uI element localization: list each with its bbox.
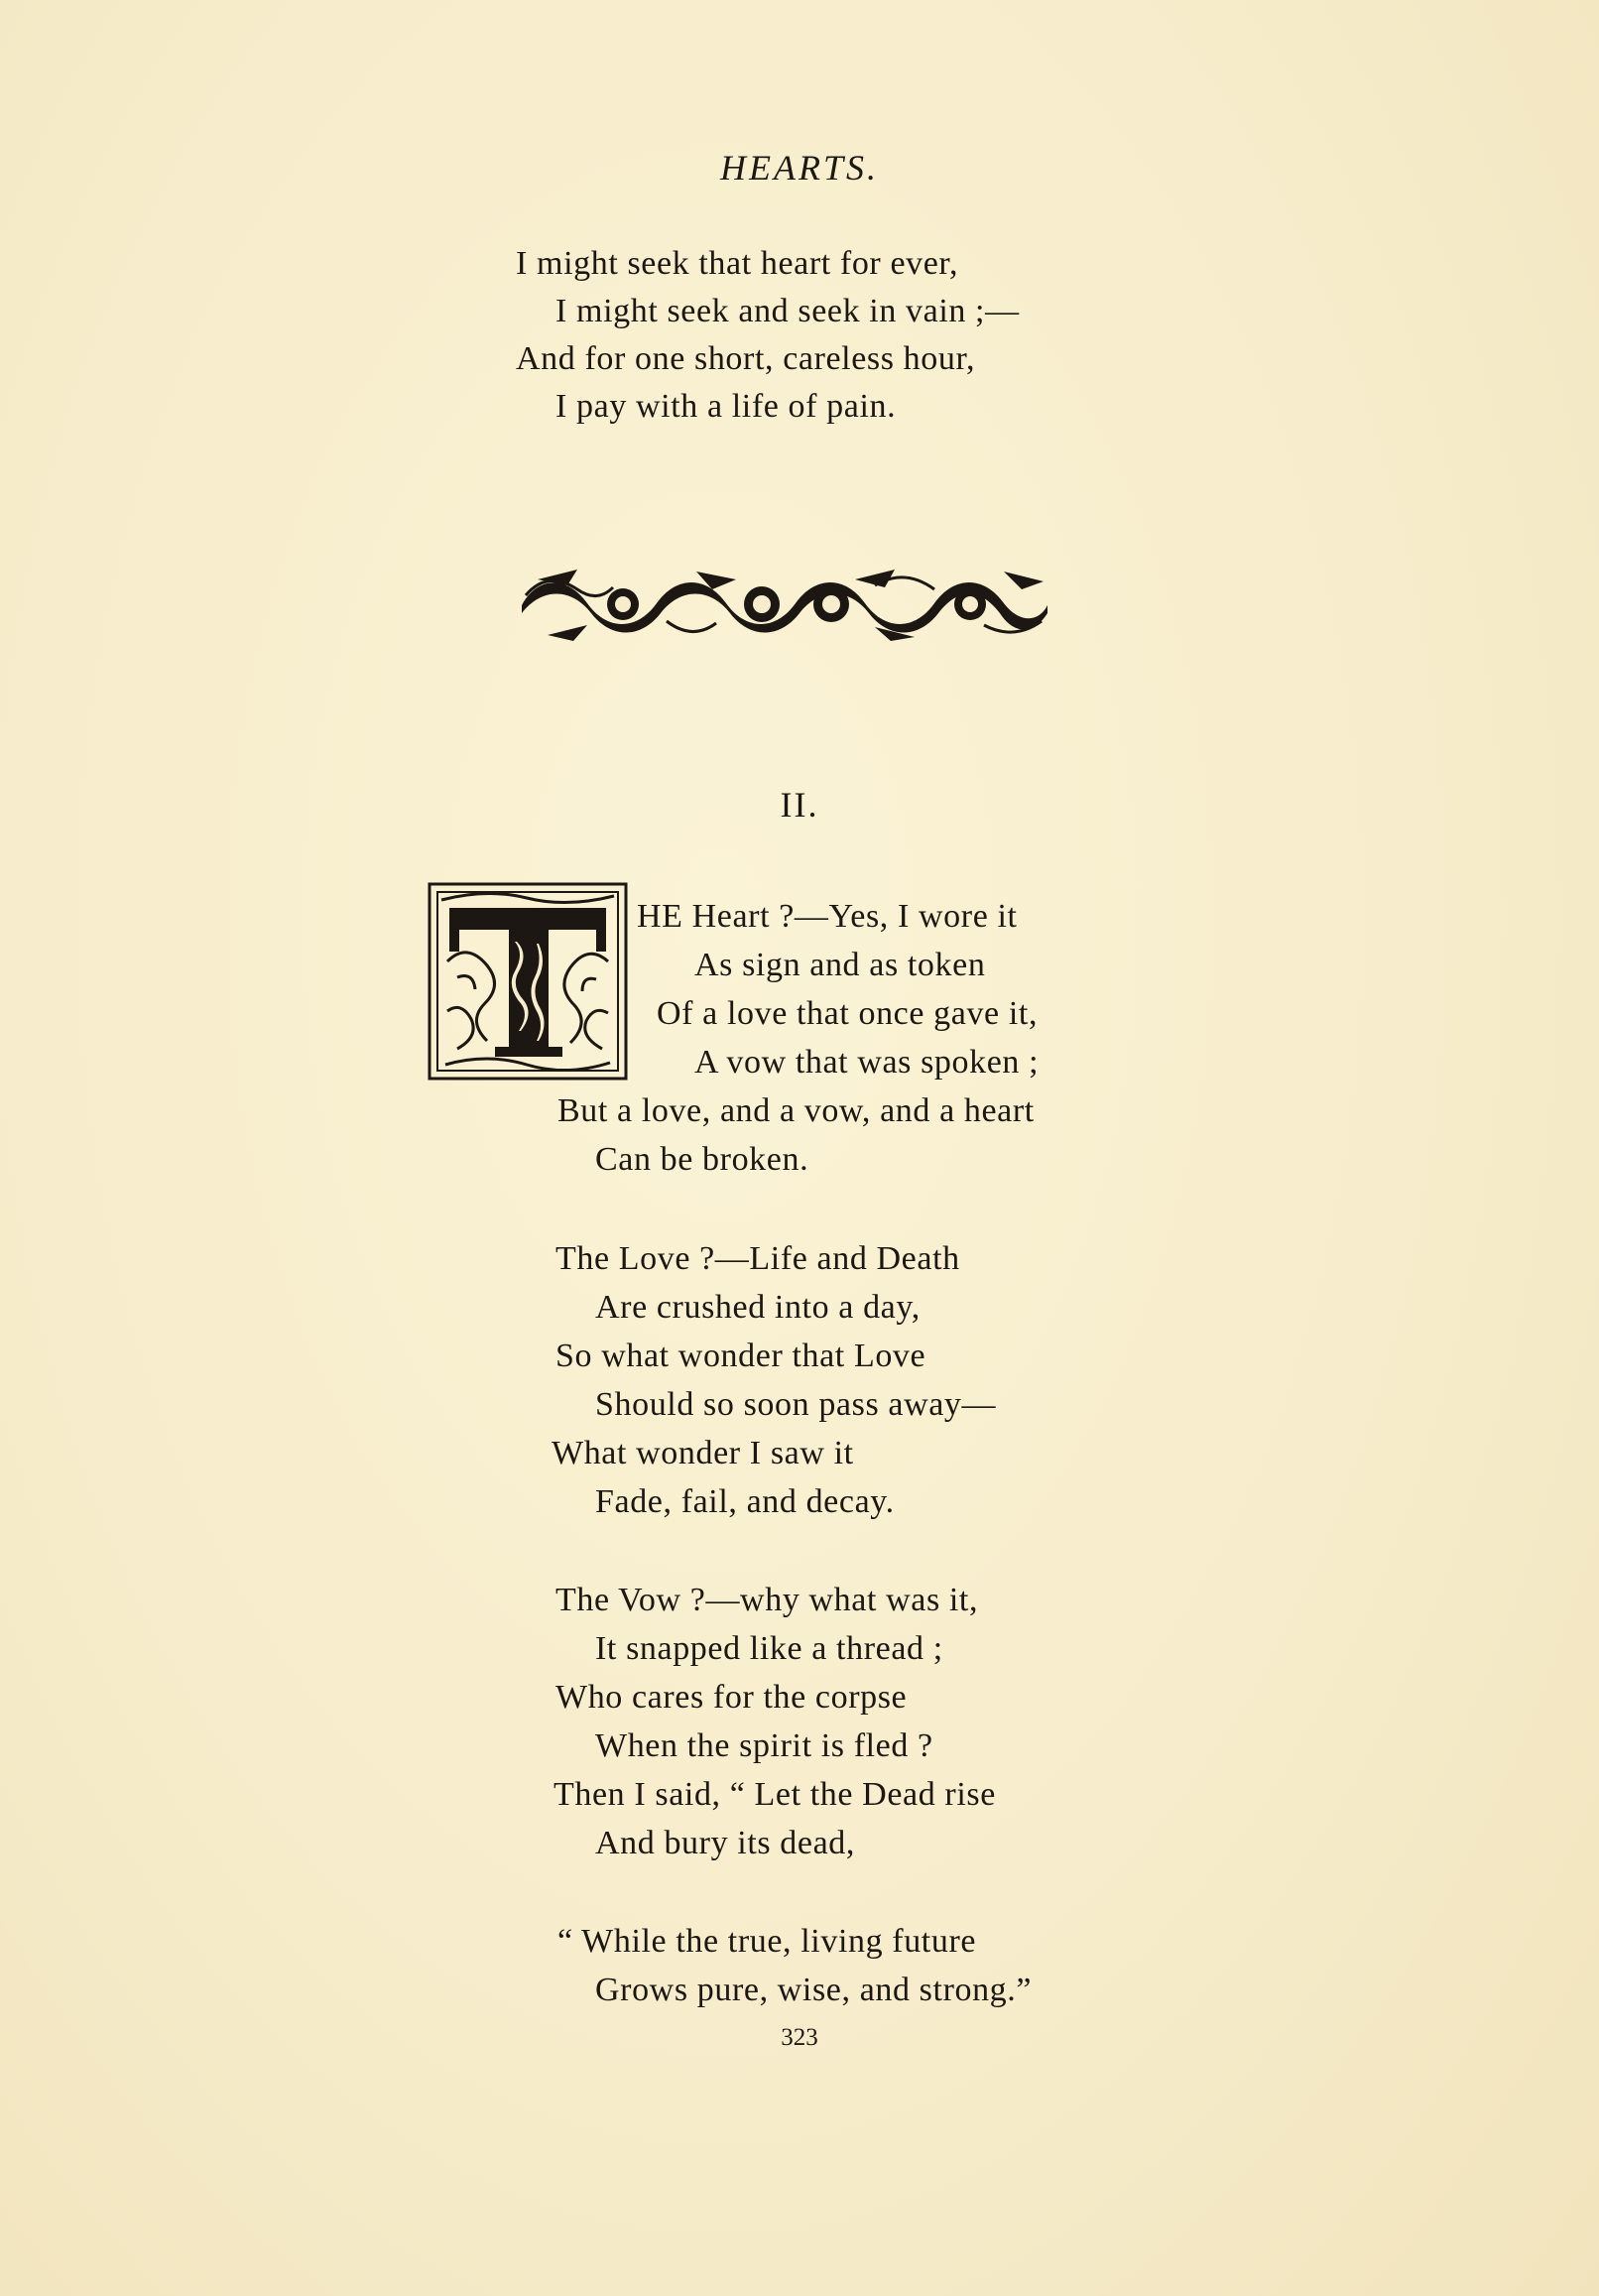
poem-line: Can be broken.: [595, 1141, 809, 1178]
section-number: II.: [780, 785, 819, 825]
poem-line: The Love ?—Life and Death: [555, 1240, 960, 1277]
poem-line: A vow that was spoken ;: [694, 1044, 1040, 1081]
ornament-band: [518, 566, 1051, 643]
poem-line: And bury its dead,: [595, 1825, 855, 1861]
poem-line: Fade, fail, and decay.: [595, 1483, 895, 1520]
poem-line: “ While the true, living future: [557, 1923, 977, 1960]
page-number: 323: [781, 2024, 818, 2051]
poem-line: What wonder I saw it: [552, 1435, 854, 1471]
poem-line: I pay with a life of pain.: [555, 388, 897, 425]
poem-line: When the spirit is fled ?: [595, 1727, 933, 1764]
poem-line: HE Heart ?—Yes, I wore it: [637, 898, 1018, 935]
poem-line: As sign and as token: [694, 947, 986, 983]
poem-line: Then I said, “ Let the Dead rise: [554, 1776, 996, 1813]
drop-cap-initial-t: [428, 882, 628, 1081]
poem-line: Should so soon pass away—: [595, 1386, 997, 1423]
poem-line: It snapped like a thread ;: [595, 1630, 943, 1667]
running-head: HEARTS.: [720, 148, 879, 188]
poem-line: I might seek that heart for ever,: [516, 245, 959, 282]
poem-line: Grows pure, wise, and strong.”: [595, 1972, 1033, 2008]
poem-line: So what wonder that Love: [555, 1338, 926, 1374]
poem-line: I might seek and seek in vain ;—: [555, 293, 1020, 329]
poem-line: Of a love that once gave it,: [657, 995, 1039, 1032]
poem-line: And for one short, careless hour,: [516, 340, 976, 377]
poem-line: Are crushed into a day,: [595, 1289, 921, 1326]
poem-line: But a love, and a vow, and a heart: [557, 1092, 1035, 1129]
poem-line: Who cares for the corpse: [555, 1679, 908, 1716]
poem-line: The Vow ?—why what was it,: [555, 1582, 979, 1618]
